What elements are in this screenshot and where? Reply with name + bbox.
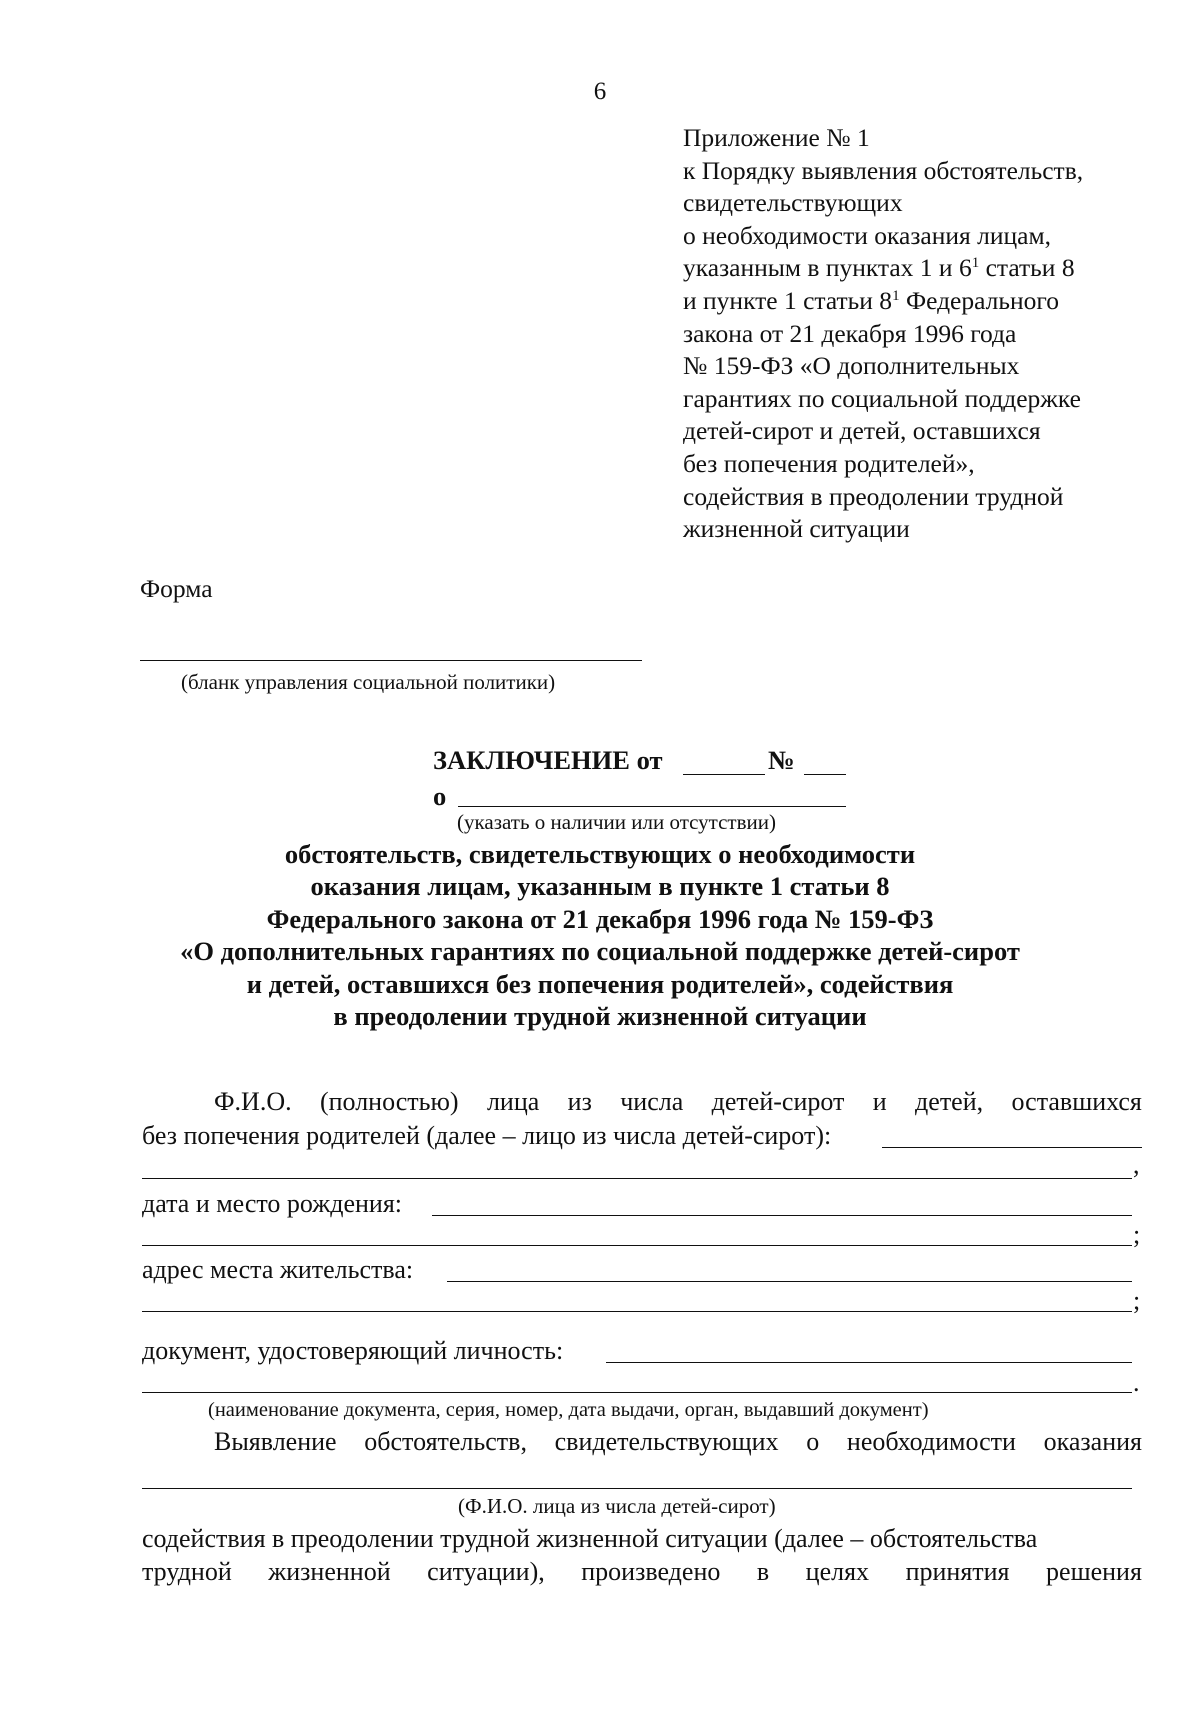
word: о [806, 1427, 820, 1456]
document-end-period: . [1133, 1368, 1140, 1397]
superscript: 1 [971, 255, 980, 272]
fio-end-comma: , [1133, 1150, 1140, 1179]
annex-line: содействия в преодолении трудной [683, 481, 1064, 511]
letterhead-blank-line[interactable] [140, 660, 642, 661]
annex-line: без попечения родителей», [683, 448, 975, 478]
word: (полностью) [319, 1087, 459, 1116]
address-end-semicolon: ; [1133, 1286, 1141, 1315]
word: в [756, 1557, 770, 1586]
word: и [872, 1087, 887, 1116]
birth-end-semicolon: ; [1133, 1220, 1141, 1249]
annex-line: закона от 21 декабря 1996 года [683, 318, 1017, 348]
word: ситуации), [427, 1557, 545, 1586]
document-field-line2[interactable] [142, 1392, 1132, 1393]
word: детей, [915, 1087, 984, 1116]
word: свидетельствующих [554, 1427, 779, 1456]
address-label: адрес места жительства: [142, 1255, 414, 1284]
word: жизненной [268, 1557, 391, 1586]
word: лица [486, 1087, 540, 1116]
conclusion-subject-line: и детей, оставшихся без попечения родителей», содействия [246, 968, 954, 999]
word: произведено [581, 1557, 721, 1586]
annex-line: о необходимости оказания лицам, [683, 220, 1051, 250]
conclusion-about: о [433, 781, 447, 811]
annex-line: № 159-ФЗ «О дополнительных [683, 351, 1020, 381]
conclusion-subject [0, 838, 1200, 1032]
identification-line1 [214, 1427, 1142, 1457]
document-field-line1[interactable] [606, 1362, 1132, 1363]
word: из [567, 1087, 592, 1116]
document-label: документ, удостоверяющий личность: [142, 1336, 564, 1365]
annex-line-point [683, 285, 1163, 318]
annex-text: Федерального [899, 285, 1059, 315]
annex-line: гарантиях по социальной поддержке [683, 383, 1081, 413]
annex-header [683, 122, 1163, 546]
person-name-caption: (Ф.И.О. лица из числа детей-сирот) [458, 1494, 776, 1518]
letterhead-caption: (бланк управления социальной политики) [181, 670, 556, 694]
word: Ф.И.О. [214, 1087, 292, 1116]
birth-label: дата и место рождения: [142, 1189, 403, 1218]
word: числа [620, 1087, 684, 1116]
annex-line: к Порядку выявления обстоятельств, [683, 155, 1084, 185]
word: трудной [142, 1557, 232, 1586]
person-name-blank[interactable] [142, 1488, 1132, 1489]
fio-intro-line [214, 1087, 1142, 1117]
document-caption: (наименование документа, серия, номер, дата выдачи, орган, выдавший документ) [208, 1399, 929, 1421]
word: принятия [905, 1557, 1010, 1586]
fio-field-line1[interactable] [882, 1147, 1142, 1148]
fio-label: без попечения родителей (далее – лицо из числа детей-сирот): [142, 1121, 832, 1150]
conclusion-subject-line: «О дополнительных гарантиях по социальной поддержке детей-сирот [180, 936, 1020, 967]
word: решения [1046, 1557, 1142, 1586]
word: обстоятельств, [364, 1427, 527, 1456]
word: детей-сирот [711, 1087, 845, 1116]
annex-title: Приложение № 1 [683, 123, 870, 152]
annex-line: свидетельствующих [683, 188, 903, 218]
word: Выявление [214, 1427, 337, 1456]
annex-text: и пункте 1 статьи 8 [683, 285, 893, 315]
conclusion-subject-line: Федерального закона от 21 декабря 1996 года № 159-ФЗ [266, 903, 934, 934]
conclusion-subject-line: в преодолении трудной жизненной ситуации [333, 1001, 867, 1032]
conclusion-date-blank[interactable] [683, 774, 765, 775]
superscript: 1 [892, 287, 900, 304]
word: целях [805, 1557, 870, 1586]
annex-line: жизненной ситуации [683, 514, 910, 544]
conclusion-about-blank[interactable] [458, 806, 846, 807]
conclusion-title: ЗАКЛЮЧЕНИЕ от [433, 745, 663, 775]
conclusion-number-sign: № [768, 745, 795, 775]
fio-field-line2[interactable] [142, 1178, 1132, 1179]
conclusion-about-caption: (указать о наличии или отсутствии) [457, 810, 776, 834]
annex-text: статьи 8 [979, 253, 1075, 283]
identification-line3: содействия в преодолении трудной жизненной ситуации (далее – обстоятельства [142, 1524, 1038, 1553]
word: оказания [1043, 1427, 1142, 1456]
word: необходимости [846, 1427, 1016, 1456]
conclusion-subject-line: обстоятельств, свидетельствующих о необходимости [284, 839, 916, 869]
annex-line: детей-сирот и детей, оставшихся [683, 416, 1041, 446]
page-number: 6 [593, 78, 607, 105]
address-field-line2[interactable] [142, 1311, 1132, 1312]
identification-line4 [142, 1557, 1142, 1587]
annex-text: указанным в пунктах 1 и 6 [683, 253, 972, 283]
birth-field-line1[interactable] [432, 1215, 1132, 1216]
address-field-line1[interactable] [447, 1281, 1132, 1282]
annex-line-article [683, 252, 1163, 285]
word: оставшихся [1011, 1087, 1142, 1116]
conclusion-number-blank[interactable] [804, 774, 846, 775]
birth-field-line2[interactable] [142, 1245, 1132, 1246]
form-label: Форма [140, 574, 213, 603]
conclusion-subject-line: оказания лицам, указанным в пункте 1 статьи 8 [310, 871, 890, 902]
